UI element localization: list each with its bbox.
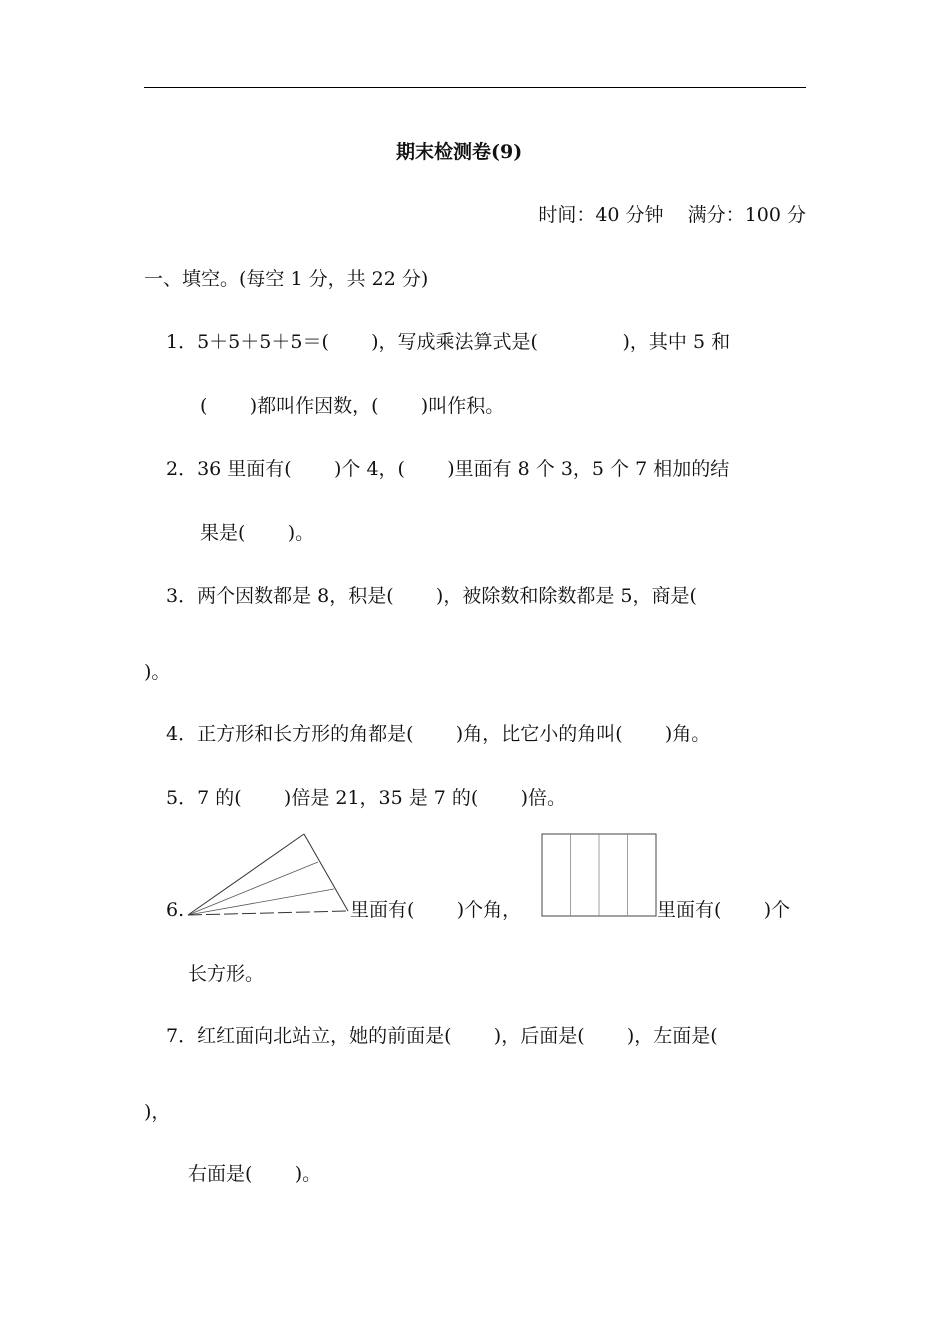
question-7-line-1: 7．红红面向北站立，她的前面是( )，后面是( )，左面是( (166, 1025, 718, 1047)
question-5: 5．7 的( )倍是 21，35 是 7 的( )倍。 (166, 787, 567, 809)
question-7-line-3: 右面是( )。 (188, 1163, 322, 1185)
angle-arc-edge (304, 834, 348, 911)
rectangle-figure (540, 832, 658, 918)
question-1-line-1: 1．5＋5＋5＋5＝( )，写成乘法算式是( )，其中 5 和 (166, 331, 731, 353)
question-2-line-1: 2．36 里面有( )个 4，( )里面有 8 个 3，5 个 7 相加的结 (166, 458, 730, 480)
question-6-number: 6. (166, 899, 185, 921)
question-2-line-2: 果是( )。 (200, 522, 315, 544)
question-3-line-1: 3．两个因数都是 8，积是( )，被除数和除数都是 5，商是( (166, 585, 697, 607)
question-6-part-2: 里面有( )个 (657, 899, 791, 921)
question-7-line-2: )， (144, 1101, 171, 1123)
question-4: 4．正方形和长方形的角都是( )角，比它小的角叫( )角。 (166, 723, 711, 745)
angle-figure (186, 832, 352, 918)
exam-meta: 时间：40 分钟 满分：100 分 (538, 204, 806, 226)
angle-ray-3 (188, 889, 334, 915)
page-title: 期末检测卷(9) (396, 141, 523, 163)
question-6-part-1: 里面有( )个角， (350, 899, 522, 921)
section-heading: 一、填空。(每空 1 分，共 22 分) (144, 268, 429, 290)
header-rule (144, 87, 806, 88)
question-3-line-2: )。 (144, 661, 171, 683)
angle-ray-4 (188, 911, 348, 915)
question-1-line-2: ( )都叫作因数，( )叫作积。 (200, 395, 505, 417)
question-6-line-2: 长方形。 (188, 963, 265, 985)
